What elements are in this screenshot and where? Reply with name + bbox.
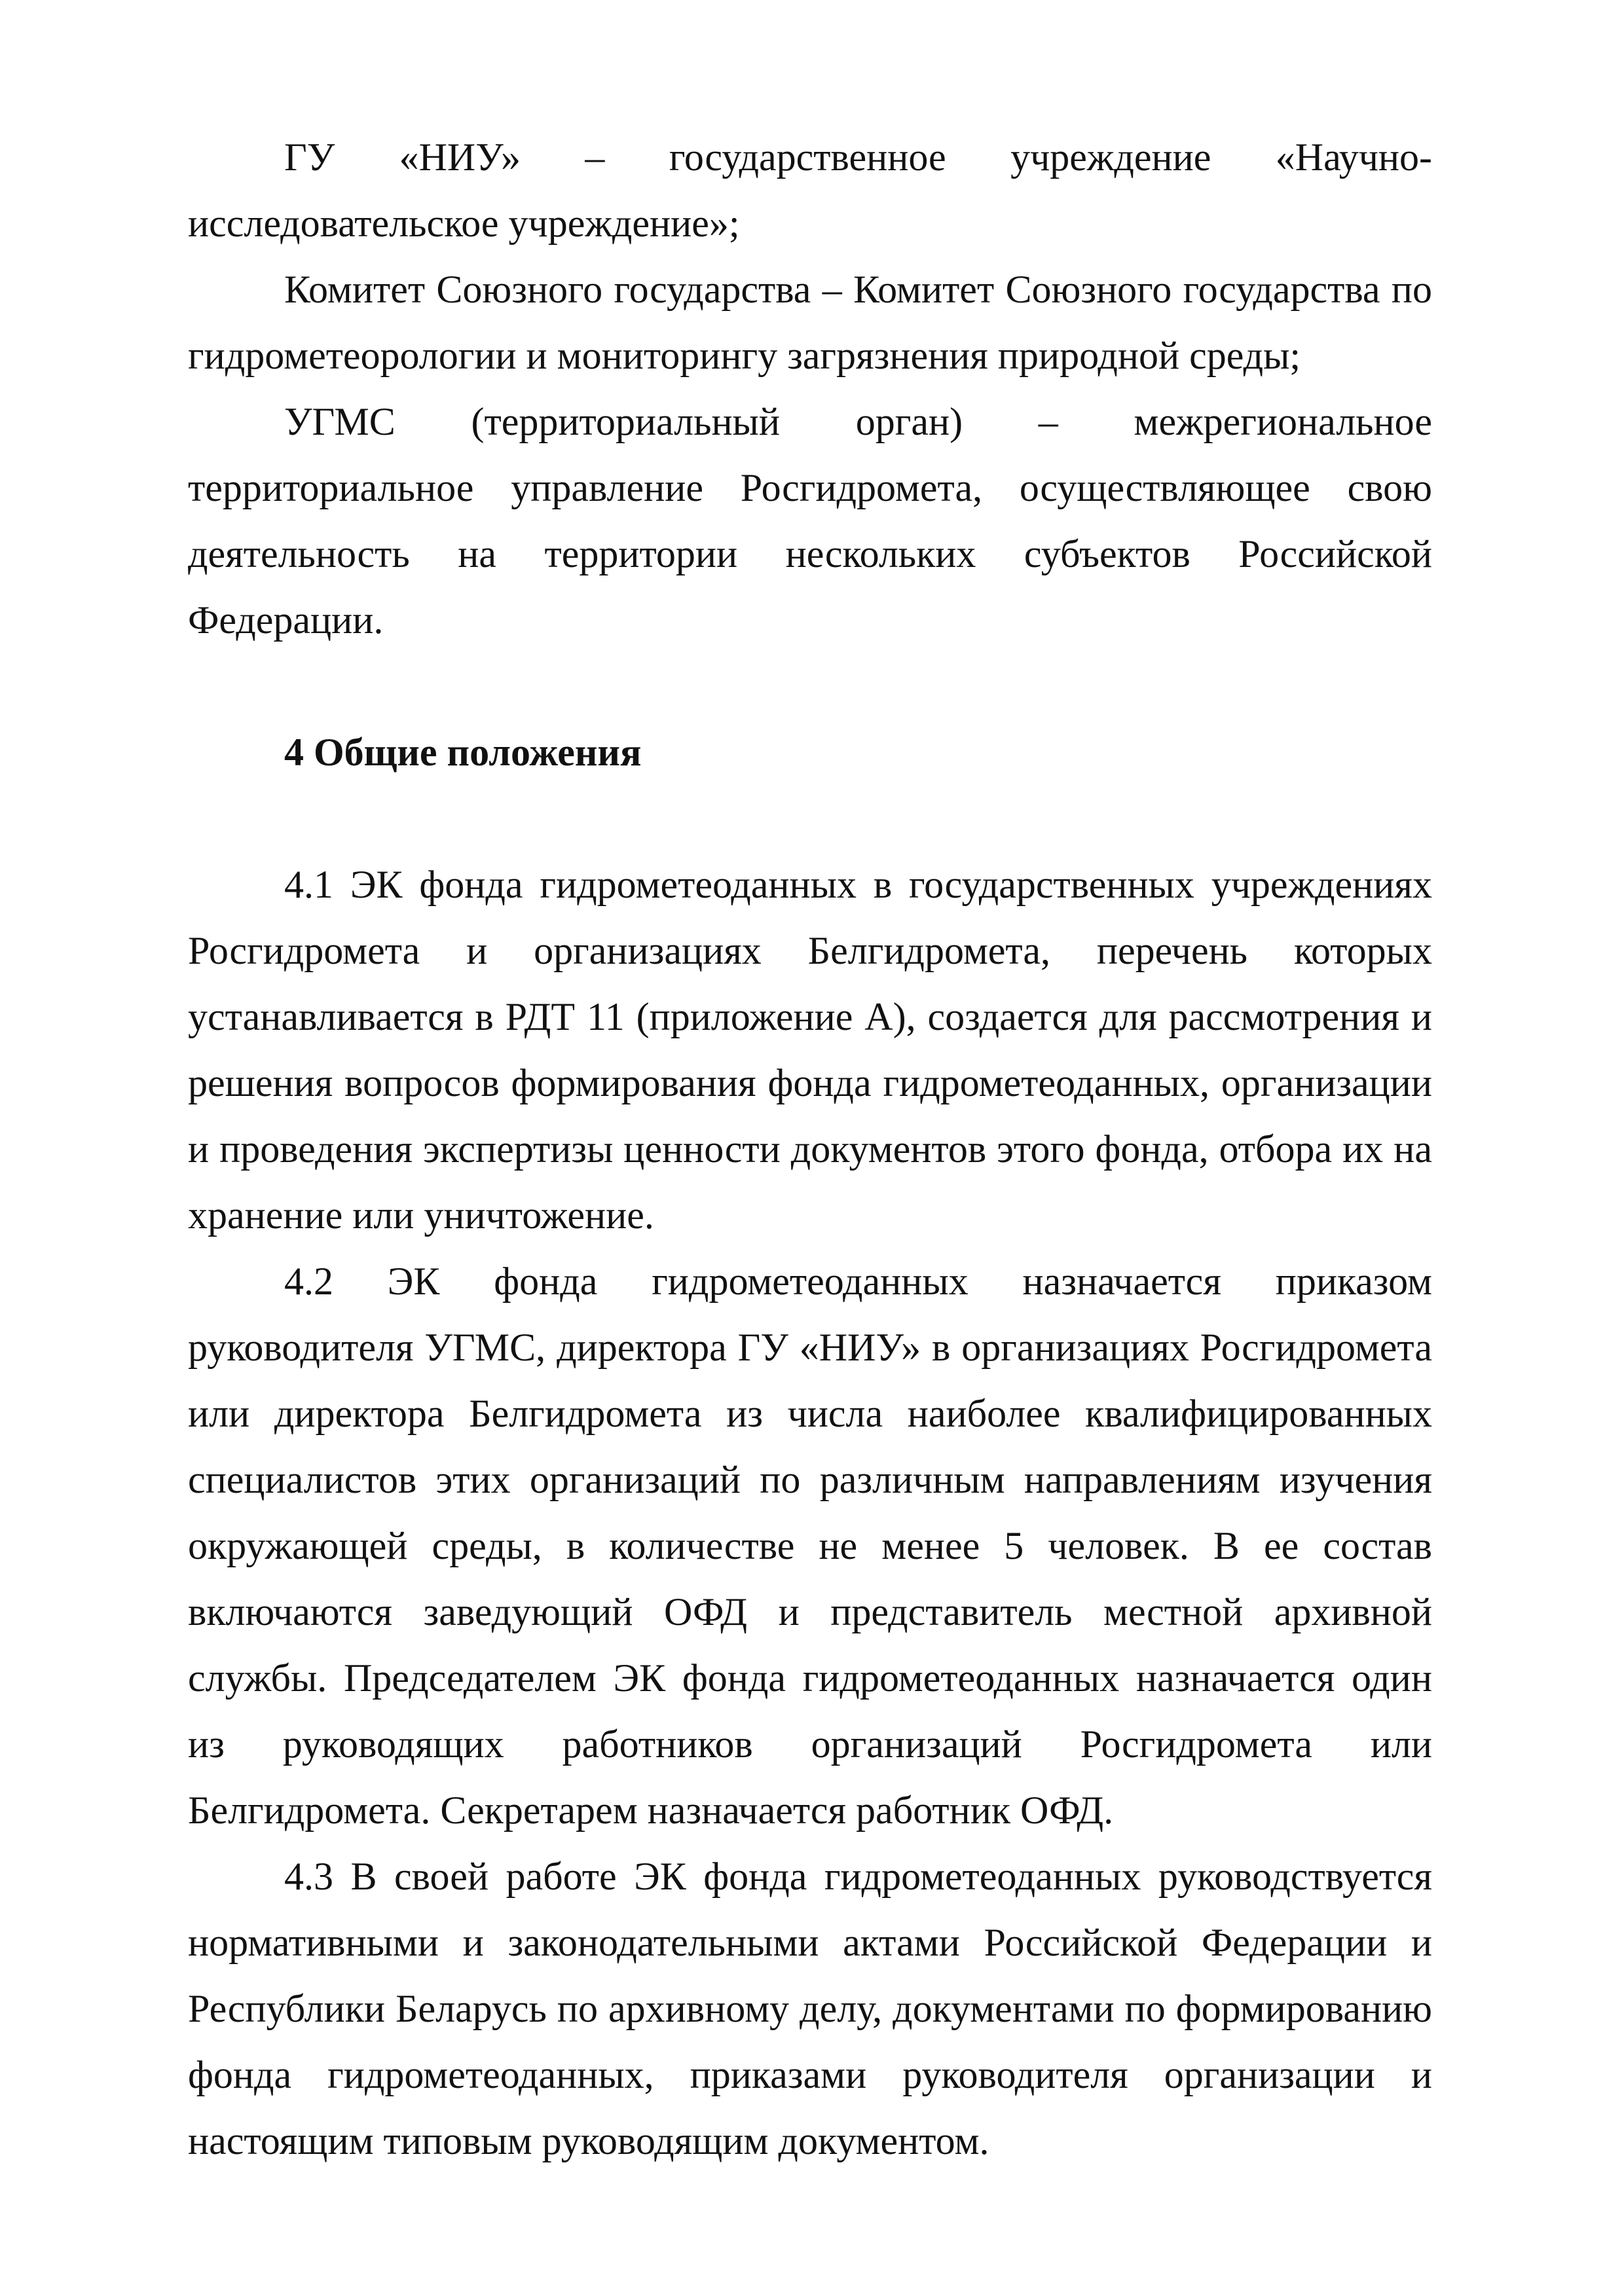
definition-niu: ГУ «НИУ» – государственное учреждение «Научно-исследовательское учреждение»; xyxy=(188,136,1432,245)
definition-committee: Комитет Союзного государства – Комитет Союзного государства по гидрометеорологии и мониторингу загрязнения природной среды; xyxy=(188,268,1432,377)
spacer xyxy=(188,786,1432,852)
spacer xyxy=(188,653,1432,720)
document-page xyxy=(188,124,1432,2174)
section-heading: 4 Общие положения xyxy=(284,731,642,774)
definition-ugms: УГМС (территориальный орган) – межрегиональное территориальное управление Росгидромета, осуществляющее свою деятельность на территории нескольких субъектов Российской Федерации. xyxy=(188,400,1432,642)
paragraph-4-1: 4.1 ЭК фонда гидрометеоданных в государственных учреждениях Росгидромета и организациях Белгидромета, перечень которых устанавливается в РДТ 11 (приложение А), создается для рассмотрения и решения вопросов формирования фонда гидрометеоданных, организации и проведения экспертизы ценности документов этого фонда, отбора их на хранение или уничтожение. xyxy=(188,863,1432,1237)
paragraph-4-3: 4.3 В своей работе ЭК фонда гидрометеоданных руководствуется нормативными и законодательными актами Российской Федерации и Республики Беларусь по архивному делу, документами по формированию фонда гидрометеоданных, приказами руководителя организации и настоящим типовым руководящим документом. xyxy=(188,1855,1432,2162)
paragraph-4-2: 4.2 ЭК фонда гидрометеоданных назначается приказом руководителя УГМС, директора ГУ «НИУ» в организациях Росгидромета или директора Белгидромета из числа наиболее квалифицированных специалистов этих организаций по различным направлениям изучения окружающей среды, в количестве не менее 5 человек. В ее состав включаются заведующий ОФД и представитель местной архивной службы. Председателем ЭК фонда гидрометеоданных назначается один из руководящих работников организаций Росгидромета или Белгидромета. Секретарем назначается работник ОФД. xyxy=(188,1260,1432,1832)
